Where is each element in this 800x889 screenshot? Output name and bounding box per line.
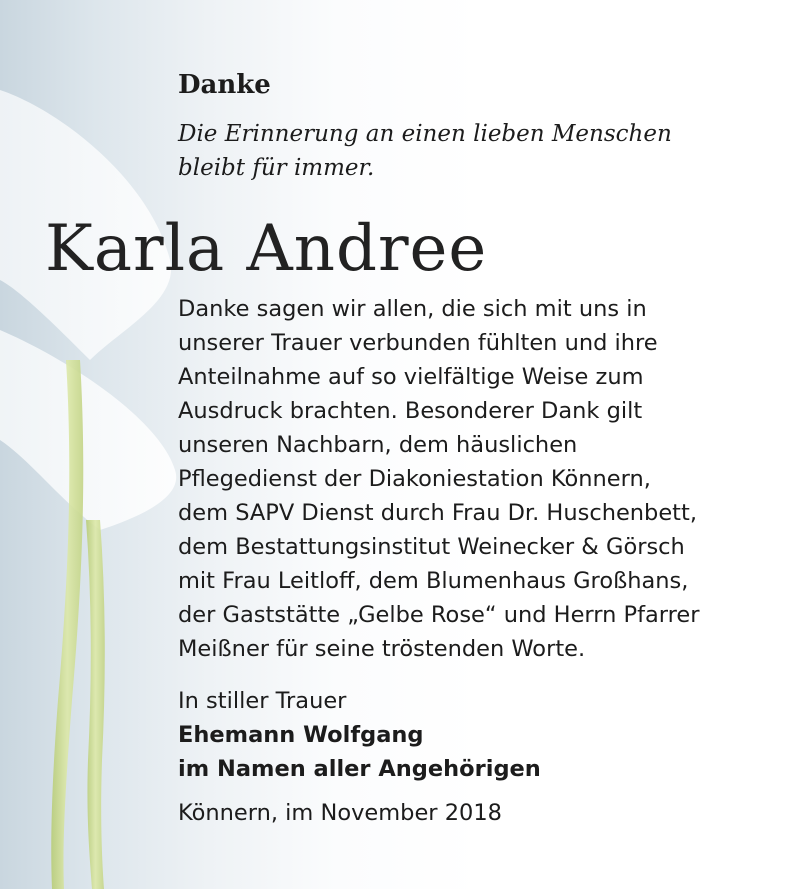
message-line: unseren Nachbarn, dem häuslichen	[178, 432, 578, 458]
message-line: mit Frau Leitloff, dem Blumenhaus Großhans,	[178, 568, 689, 594]
thanks-heading: Danke	[178, 70, 271, 100]
message-line: Anteilnahme auf so vielfältige Weise zum	[178, 364, 644, 390]
thank-you-message	[178, 292, 778, 666]
message-line: unserer Trauer verbunden fühlten und ihre	[178, 330, 658, 356]
message-line: Danke sagen wir allen, die sich mit uns in	[178, 296, 647, 322]
message-line: Meißner für seine tröstenden Worte.	[178, 636, 586, 662]
message-line: dem Bestattungsinstitut Weinecker & Görsch	[178, 534, 685, 560]
message-line: Pflegedienst der Diakoniestation Könnern,	[178, 466, 651, 492]
signoff-intro: In stiller Trauer	[178, 688, 347, 714]
message-line: der Gaststätte „Gelbe Rose“ und Herrn Pfarrer	[178, 602, 700, 628]
place-date: Könnern, im November 2018	[178, 800, 502, 826]
memorial-quote	[178, 117, 778, 185]
signoff-family: im Namen aller Angehörigen	[178, 756, 541, 782]
deceased-name: Karla Andree	[45, 212, 488, 286]
signoff	[178, 684, 541, 786]
quote-line: Die Erinnerung an einen lieben Menschen	[178, 121, 672, 147]
signoff-husband: Ehemann Wolfgang	[178, 722, 424, 748]
quote-line: bleibt für immer.	[178, 155, 375, 181]
message-line: dem SAPV Dienst durch Frau Dr. Huschenbett,	[178, 500, 697, 526]
message-line: Ausdruck brachten. Besonderer Dank gilt	[178, 398, 643, 424]
